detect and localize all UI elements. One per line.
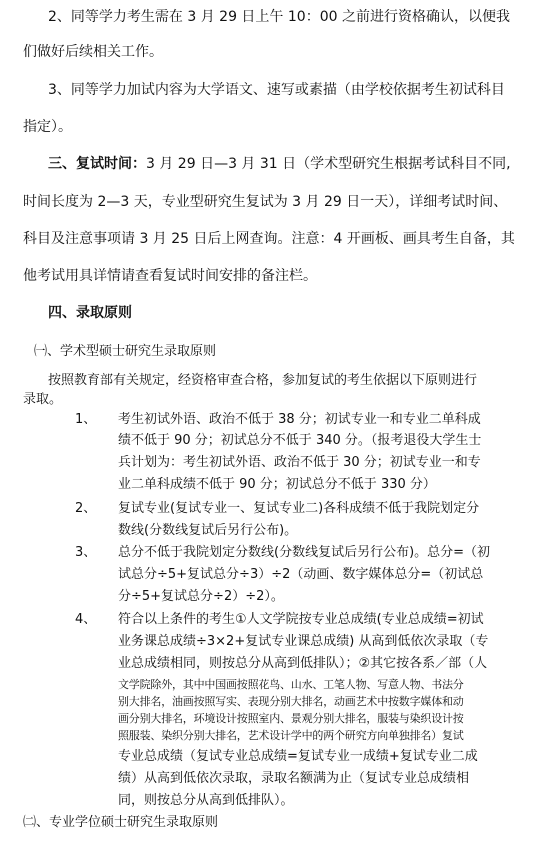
subsection1-intro-line1: 按照教育部有关规定，经资格审查合格，参加复试的考生依据以下原则进行 bbox=[48, 373, 478, 388]
paragraph-item2-line1: 2、同等学力考生需在 3 月 29 日上午 10：00 之前进行资格确认，以便我 bbox=[48, 9, 510, 25]
list-item-4-small-line: 别大排名，油画按照写实、表现分别大排名，动画艺术中按数字媒体和动 bbox=[118, 695, 464, 708]
section3-line1 bbox=[48, 155, 511, 173]
list-item-2-line: 数线(分数线复试后另行公布)。 bbox=[118, 523, 298, 538]
list-item-4-line: 绩）从高到低依次录取，录取名额满为止（复试专业总成绩相 bbox=[118, 771, 470, 786]
list-item-number: 3、 bbox=[75, 545, 97, 560]
list-item-number: 1、 bbox=[75, 412, 97, 427]
subsection1-heading: ㈠、学术型硕士研究生录取原则 bbox=[34, 344, 217, 359]
list-item-4-line: 同，则按总分从高到低排队）。 bbox=[118, 793, 294, 808]
list-item-4-line: 专业总成绩（复试专业总成绩=复试专业一成绩+复试专业二成 bbox=[118, 749, 478, 764]
section4-heading: 四、录取原则 bbox=[48, 305, 132, 321]
section3-line4: 他考试用具详情请查看复试时间安排的备注栏。 bbox=[23, 268, 317, 284]
paragraph-item3-line1: 3、同等学力加试内容为大学语文、速写或素描（由学校依据考生初试科目 bbox=[48, 82, 505, 98]
list-item-3-line: 试总分÷5+复试总分÷3）÷2（动画、数字媒体总分=（初试总 bbox=[118, 567, 484, 582]
list-item-1-line: 绩不低于 90 分；初试总分不低于 340 分。（报考退役大学生士 bbox=[118, 433, 482, 448]
subsection2-heading: ㈡、专业学位硕士研究生录取原则 bbox=[23, 815, 219, 830]
list-item-2-line: 复试专业(复试专业一、复试专业二)各科成绩不低于我院划定分 bbox=[118, 501, 480, 516]
list-item-4-line: 业务课总成绩÷3×2+复试专业课总成绩) 从高到低依次录取（专 bbox=[118, 634, 489, 649]
section3-line2: 时间长度为 2—3 天，专业型研究生复试为 3 月 29 日一天），详细考试时间、 bbox=[23, 194, 508, 210]
list-item-3-line: 总分不低于我院划定分数线(分数线复试后另行公布)。总分=（初 bbox=[118, 545, 491, 560]
section3-line1-rest: 3 月 29 日—3 月 31 日（学术型研究生根据考试科目不同, bbox=[146, 156, 511, 172]
list-item-1-line: 考生初试外语、政治不低于 38 分；初试专业一和专业二单科成 bbox=[118, 412, 481, 427]
list-item-number: 2、 bbox=[75, 501, 97, 516]
paragraph-item3-line2: 指定）。 bbox=[23, 119, 72, 135]
list-item-number: 4、 bbox=[75, 612, 97, 627]
list-item-1-line: 兵计划为：考生初试外语、政治不低于 30 分；初试专业一和专 bbox=[118, 455, 481, 470]
list-item-4-small-line: 文学院除外，其中中国画按照花鸟、山水、工笔人物、写意人物、书法分 bbox=[118, 678, 464, 691]
paragraph-item2-line2: 们做好后续相关工作。 bbox=[23, 44, 163, 60]
subsection1-intro-line2: 录取。 bbox=[23, 392, 63, 407]
section3-line3: 科目及注意事项请 3 月 25 日后上网查询。注意：4 开画板、画具考生自备，其 bbox=[23, 231, 515, 247]
list-item-4-small-line: 照服装、染织分别大排名，艺术设计学中的两个研究方向单独排名）复试 bbox=[118, 729, 464, 742]
list-item-4-line: 业总成绩相同，则按总分从高到低排队）；②其它按各系／部（人 bbox=[118, 656, 488, 671]
list-item-4-line: 符合以上条件的考生①人文学院按专业总成绩(专业总成绩=初试 bbox=[118, 612, 484, 627]
section3-heading: 三、复试时间： bbox=[48, 156, 146, 172]
list-item-3-line: 分÷5+复试总分÷2）÷2）。 bbox=[118, 589, 284, 604]
list-item-1-line: 业二单科成绩不低于 90 分；初试总分不低于 330 分） bbox=[118, 477, 436, 492]
list-item-4-small-line: 画分别大排名，环境设计按照室内、景观分别大排名，服装与染织设计按 bbox=[118, 712, 464, 725]
